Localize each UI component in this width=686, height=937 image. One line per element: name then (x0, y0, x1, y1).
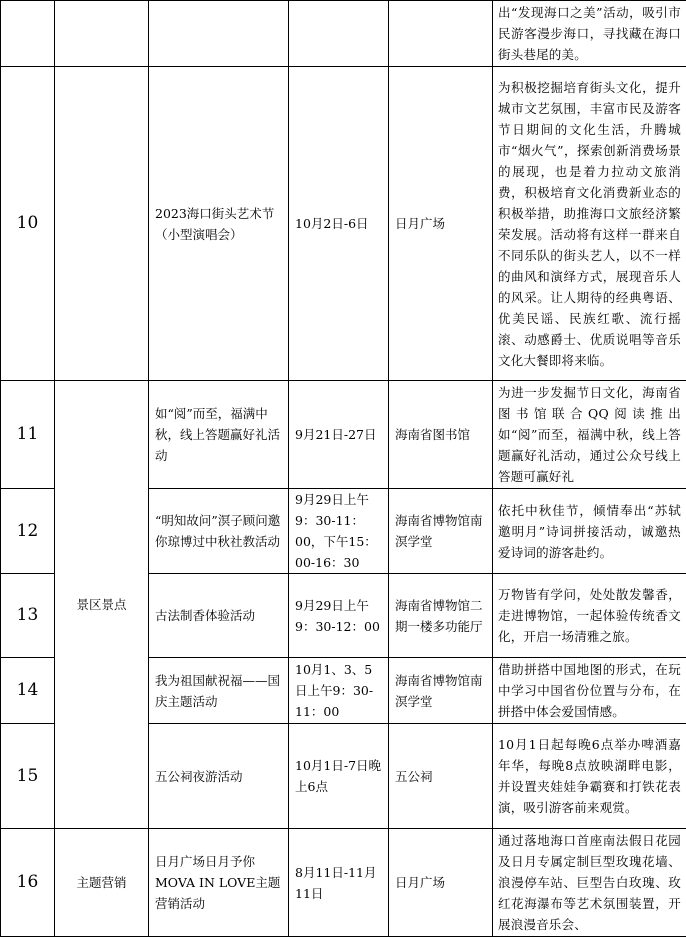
activity-name: 如“阅”而至，福满中秋，线上答题赢好礼活动 (149, 381, 289, 489)
activity-name: 日月广场日月予你MOVA IN LOVE主题营销活动 (149, 829, 289, 937)
activity-time: 10月1日-7日晚上6点 (289, 724, 389, 829)
category-cell (55, 1, 149, 67)
row-number: 10 (1, 67, 55, 381)
activity-place (389, 1, 493, 67)
activity-place: 海南省博物馆南溟学堂 (389, 658, 493, 724)
row-number (1, 1, 55, 67)
activity-place: 海南省博物馆南溟学堂 (389, 489, 493, 574)
activity-name: 古法制香体验活动 (149, 574, 289, 658)
table-row (1, 67, 686, 381)
row-number: 11 (1, 381, 55, 489)
activity-place: 日月广场 (389, 829, 493, 937)
table-row (1, 829, 686, 937)
activity-name: 我为祖国献祝福——国庆主题活动 (149, 658, 289, 724)
activity-description: 依托中秋佳节，倾情奉出“苏轼邀明月”诗词拼接活动，诚邀热爱诗词的游客赴约。 (493, 489, 686, 574)
category-cell (55, 67, 149, 381)
activity-place: 海南省博物馆二期一楼多功能厅 (389, 574, 493, 658)
category-scenic: 景区景点 (55, 381, 149, 829)
activity-time (289, 1, 389, 67)
activity-name (149, 1, 289, 67)
activity-place: 五公祠 (389, 724, 493, 829)
activity-description: 借助拼搭中国地图的形式，在玩中学习中国省份位置与分布，在拼搭中体会爱国情感。 (493, 658, 686, 724)
row-number: 13 (1, 574, 55, 658)
activity-name: 2023海口街头艺术节（小型演唱会） (149, 67, 289, 381)
activity-description: 为进一步发掘节日文化，海南省图书馆联合QQ阅读推出如“阅”而至，福满中秋，线上答题赢好礼活动，通过公众号线上答题可赢好礼 (493, 381, 686, 489)
activity-time: 10月1、3、5日上午9：30-11：00 (289, 658, 389, 724)
activity-place: 日月广场 (389, 67, 493, 381)
activity-place: 海南省图书馆 (389, 381, 493, 489)
activity-description: 为积极挖掘培育街头文化，提升城市文艺氛围，丰富市民及游客节日期间的文化生活，升腾城市“烟火气”，探索创新消费场景的展现，也是着力拉动文旅消费，积极培育文化消费新业态的积极举措，助推海口文旅经济繁荣发展。活动将有这样一群来自不同乐队的街头艺人，以不一样的曲风和演绎方式，展现音乐人的风采。让人期待的经典粤语、优美民谣、民族红歌、流行摇滚、动感爵士、优质说唱等音乐文化大餐即将来临。 (493, 67, 686, 381)
category-marketing: 主题营销 (55, 829, 149, 937)
activity-time: 9月29日上午9：30-11：00，下午15：00-16：30 (289, 489, 389, 574)
activity-description: 出“发现海口之美”活动，吸引市民游客漫步海口，寻找藏在海口街头巷尾的美。 (493, 1, 686, 67)
activity-description: 万物皆有学问，处处散发馨香，走进博物馆，一起体验传统香文化，开启一场清雅之旅。 (493, 574, 686, 658)
row-number: 14 (1, 658, 55, 724)
activity-time: 10月2日-6日 (289, 67, 389, 381)
activity-time: 8月11日-11月11日 (289, 829, 389, 937)
table-row (1, 381, 686, 489)
row-number: 16 (1, 829, 55, 937)
activity-name: 五公祠夜游活动 (149, 724, 289, 829)
row-number: 15 (1, 724, 55, 829)
activity-description: 通过落地海口首座南法假日花园及日月专属定制巨型玫瑰花墙、浪漫停车站、巨型告白玫瑰、玫红花海瀑布等艺术氛围装置，开展浪漫音乐会、 (493, 829, 686, 937)
activity-name: “明知故问”溟子顾问邀你琼博过中秋社教活动 (149, 489, 289, 574)
table-row (1, 1, 686, 67)
activity-time: 9月21日-27日 (289, 381, 389, 489)
activity-description: 10月1日起每晚6点举办啤酒嘉年华，每晚8点放映湖畔电影，并设置夹娃娃争霸赛和打铁花表演，吸引游客前来观赏。 (493, 724, 686, 829)
row-number: 12 (1, 489, 55, 574)
activity-time: 9月29日上午9：30-12：00 (289, 574, 389, 658)
